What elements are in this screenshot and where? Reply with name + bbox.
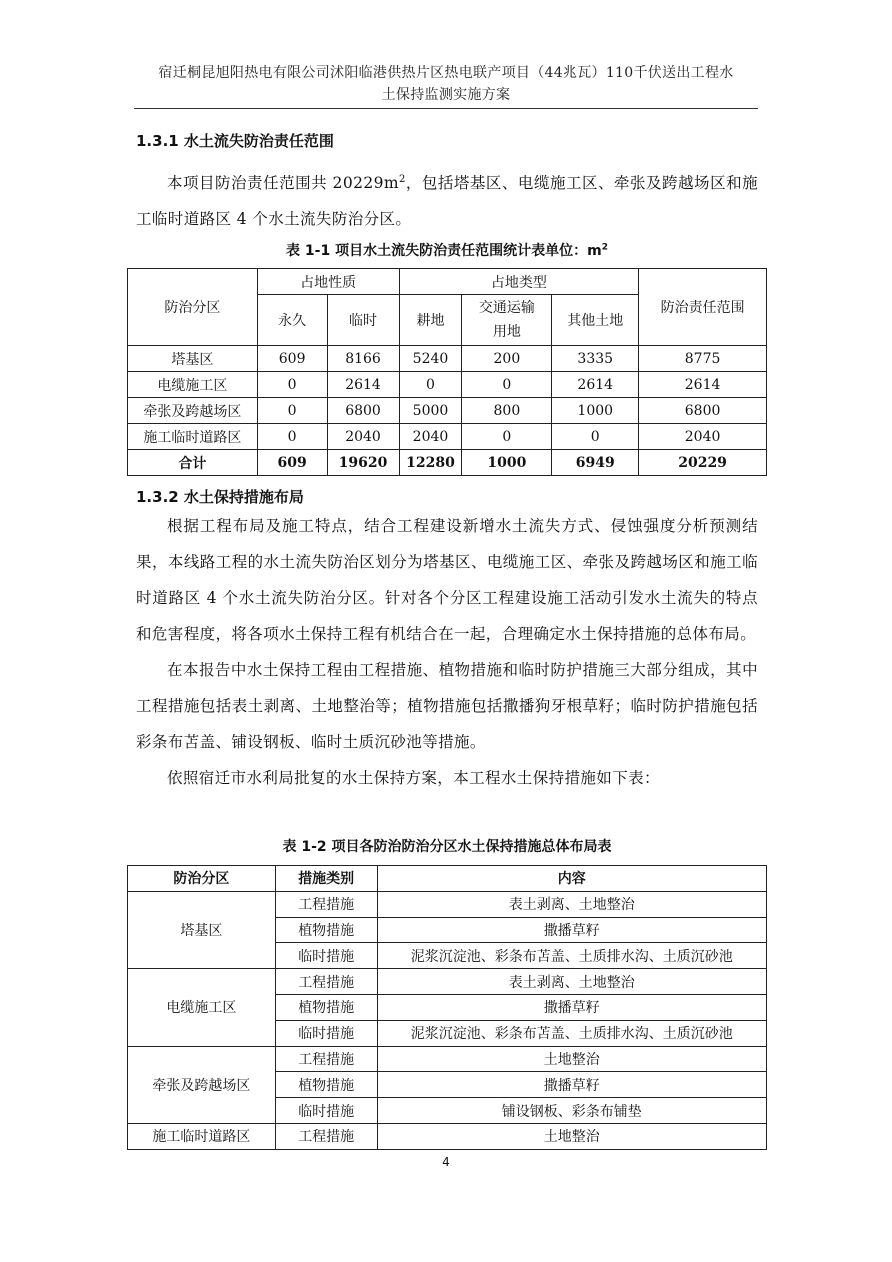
table-row (128, 891, 767, 917)
cell-category: 工程措施 (275, 1123, 377, 1149)
header-zone: 防治分区 (128, 866, 276, 892)
cell-permanent: 609 (257, 346, 327, 372)
cell-farmland: 2040 (399, 424, 462, 450)
table-row (128, 398, 767, 424)
cell-content: 铺设钢板、彩条布铺垫 (377, 1098, 766, 1124)
cell-zone: 电缆施工区 (128, 372, 258, 398)
cell-category: 植物措施 (275, 1072, 377, 1098)
cell-scope: 2040 (639, 424, 767, 450)
cell-zone: 塔基区 (128, 891, 276, 968)
cell-content: 泥浆沉淀池、彩条布苫盖、土质排水沟、土质沉砂池 (377, 1020, 766, 1046)
table-row (128, 1046, 767, 1072)
cell-category: 临时措施 (275, 1098, 377, 1124)
paragraph: 在本报告中水土保持工程由工程措施、植物措施和临时防护措施三大部分组成，其中工程措施包括表土剥离、土地整治等；植物措施包括撒播狗牙根草籽；临时防护措施包括彩条布苫盖、铺设钢板、临时土质沉砂池等措施。 (136, 661, 758, 751)
cell-permanent: 609 (257, 450, 327, 476)
cell-content: 土地整治 (377, 1123, 766, 1149)
cell-category: 临时措施 (275, 1020, 377, 1046)
table-row (128, 372, 767, 398)
section-title-1-3-1: 1.3.1 水土流失防治责任范围 (136, 132, 334, 150)
cell-content: 撒播草籽 (377, 917, 766, 943)
table-1-1-caption (127, 240, 767, 260)
header-category: 措施类别 (275, 866, 377, 892)
cell-content: 撒播草籽 (377, 994, 766, 1020)
cell-content: 土地整治 (377, 1046, 766, 1072)
cell-other: 2614 (552, 372, 639, 398)
header-scope: 防治责任范围 (639, 269, 767, 346)
header-other-land: 其他土地 (552, 295, 639, 346)
cell-farmland: 0 (399, 372, 462, 398)
cell-scope: 6800 (639, 398, 767, 424)
page-number: 4 (442, 1155, 450, 1169)
header-zone: 防治分区 (128, 269, 258, 346)
cell-farmland: 5000 (399, 398, 462, 424)
cell-other: 0 (552, 424, 639, 450)
cell-farmland: 12280 (399, 450, 462, 476)
cell-content: 表土剥离、土地整治 (377, 891, 766, 917)
cell-category: 植物措施 (275, 917, 377, 943)
cell-category: 工程措施 (275, 969, 377, 995)
table-1-1-caption-text: 表 1-1 项目水土流失防治责任范围统计表单位：m (286, 243, 602, 259)
section-1-3-1-paragraph (136, 162, 758, 237)
header-line-1: 宿迁桐昆旭阳热电有限公司沭阳临港供热片区热电联产项目（44兆瓦）110千伏送出工程水 (158, 65, 734, 81)
section-title-1-3-2: 1.3.2 水土保持措施布局 (136, 488, 304, 506)
cell-farmland: 5240 (399, 346, 462, 372)
cell-zone: 塔基区 (128, 346, 258, 372)
para-text-before: 本项目防治责任范围共 20229m (167, 174, 399, 193)
page-header (134, 62, 758, 106)
cell-permanent: 0 (257, 424, 327, 450)
cell-transport: 0 (462, 372, 552, 398)
table-total-row (128, 450, 767, 476)
cell-content: 泥浆沉淀池、彩条布苫盖、土质排水沟、土质沉砂池 (377, 943, 766, 969)
cell-scope: 8775 (639, 346, 767, 372)
table-1-1-caption-sup: 2 (601, 242, 608, 253)
table-row (128, 969, 767, 995)
cell-other: 1000 (552, 398, 639, 424)
header-content: 内容 (377, 866, 766, 892)
header-land-type: 占地类型 (399, 269, 639, 295)
cell-permanent: 0 (257, 372, 327, 398)
cell-content: 撒播草籽 (377, 1072, 766, 1098)
cell-transport: 200 (462, 346, 552, 372)
header-farmland: 耕地 (399, 295, 462, 346)
cell-category: 植物措施 (275, 994, 377, 1020)
paragraph: 依照宿迁市水利局批复的水土保持方案，本工程水土保持措施如下表： (167, 769, 660, 787)
cell-zone: 电缆施工区 (128, 969, 276, 1046)
cell-category: 工程措施 (275, 1046, 377, 1072)
cell-zone: 牵张及跨越场区 (128, 398, 258, 424)
cell-content: 表土剥离、土地整治 (377, 969, 766, 995)
cell-category: 临时措施 (275, 943, 377, 969)
table-1-2-caption: 表 1-2 项目各防治防治分区水土保持措施总体布局表 (282, 839, 612, 855)
header-temporary: 临时 (327, 295, 399, 346)
paragraph: 根据工程布局及施工特点，结合工程建设新增水土流失方式、侵蚀强度分析预测结果，本线路工程的水土流失防治区划分为塔基区、电缆施工区、牵张及跨越场区和施工临时道路区 4 个水土流失防治分区。针对各个分区工程建设施工活动引发水土流失的特点和危害程度，将各项水土保持工程有机结合在一起，合理确定水土保持措施的总体布局。 (136, 517, 758, 643)
cell-permanent: 0 (257, 398, 327, 424)
header-transport-land: 交通运输用地 (462, 295, 552, 346)
cell-temporary: 2614 (327, 372, 399, 398)
cell-temporary: 2040 (327, 424, 399, 450)
cell-scope: 20229 (639, 450, 767, 476)
cell-scope: 2614 (639, 372, 767, 398)
header-land-nature: 占地性质 (257, 269, 399, 295)
cell-other: 6949 (552, 450, 639, 476)
cell-category: 工程措施 (275, 891, 377, 917)
cell-temporary: 19620 (327, 450, 399, 476)
section-1-3-2-body (136, 508, 758, 796)
header-line-2: 土保持监测实施方案 (381, 87, 511, 103)
table-1-header-row-1 (128, 269, 767, 295)
para-superscript: 2 (398, 174, 406, 185)
cell-zone: 施工临时道路区 (128, 1123, 276, 1149)
cell-transport: 0 (462, 424, 552, 450)
cell-temporary: 6800 (327, 398, 399, 424)
cell-temporary: 8166 (327, 346, 399, 372)
cell-other: 3335 (552, 346, 639, 372)
para-text-after: ，包括塔基区、电缆施工区、牵张及跨越场区和施工临时道路区 4 个水土流失防治分区。 (136, 174, 758, 229)
measures-layout-table (127, 865, 767, 1150)
table-row (128, 1123, 767, 1149)
cell-zone: 牵张及跨越场区 (128, 1046, 276, 1123)
table-row (128, 424, 767, 450)
cell-transport: 1000 (462, 450, 552, 476)
header-divider (134, 108, 758, 109)
responsibility-scope-table (127, 268, 767, 476)
table-2-header-row (128, 866, 767, 892)
cell-zone: 施工临时道路区 (128, 424, 258, 450)
table-row (128, 346, 767, 372)
header-permanent: 永久 (257, 295, 327, 346)
cell-zone: 合计 (128, 450, 258, 476)
cell-transport: 800 (462, 398, 552, 424)
